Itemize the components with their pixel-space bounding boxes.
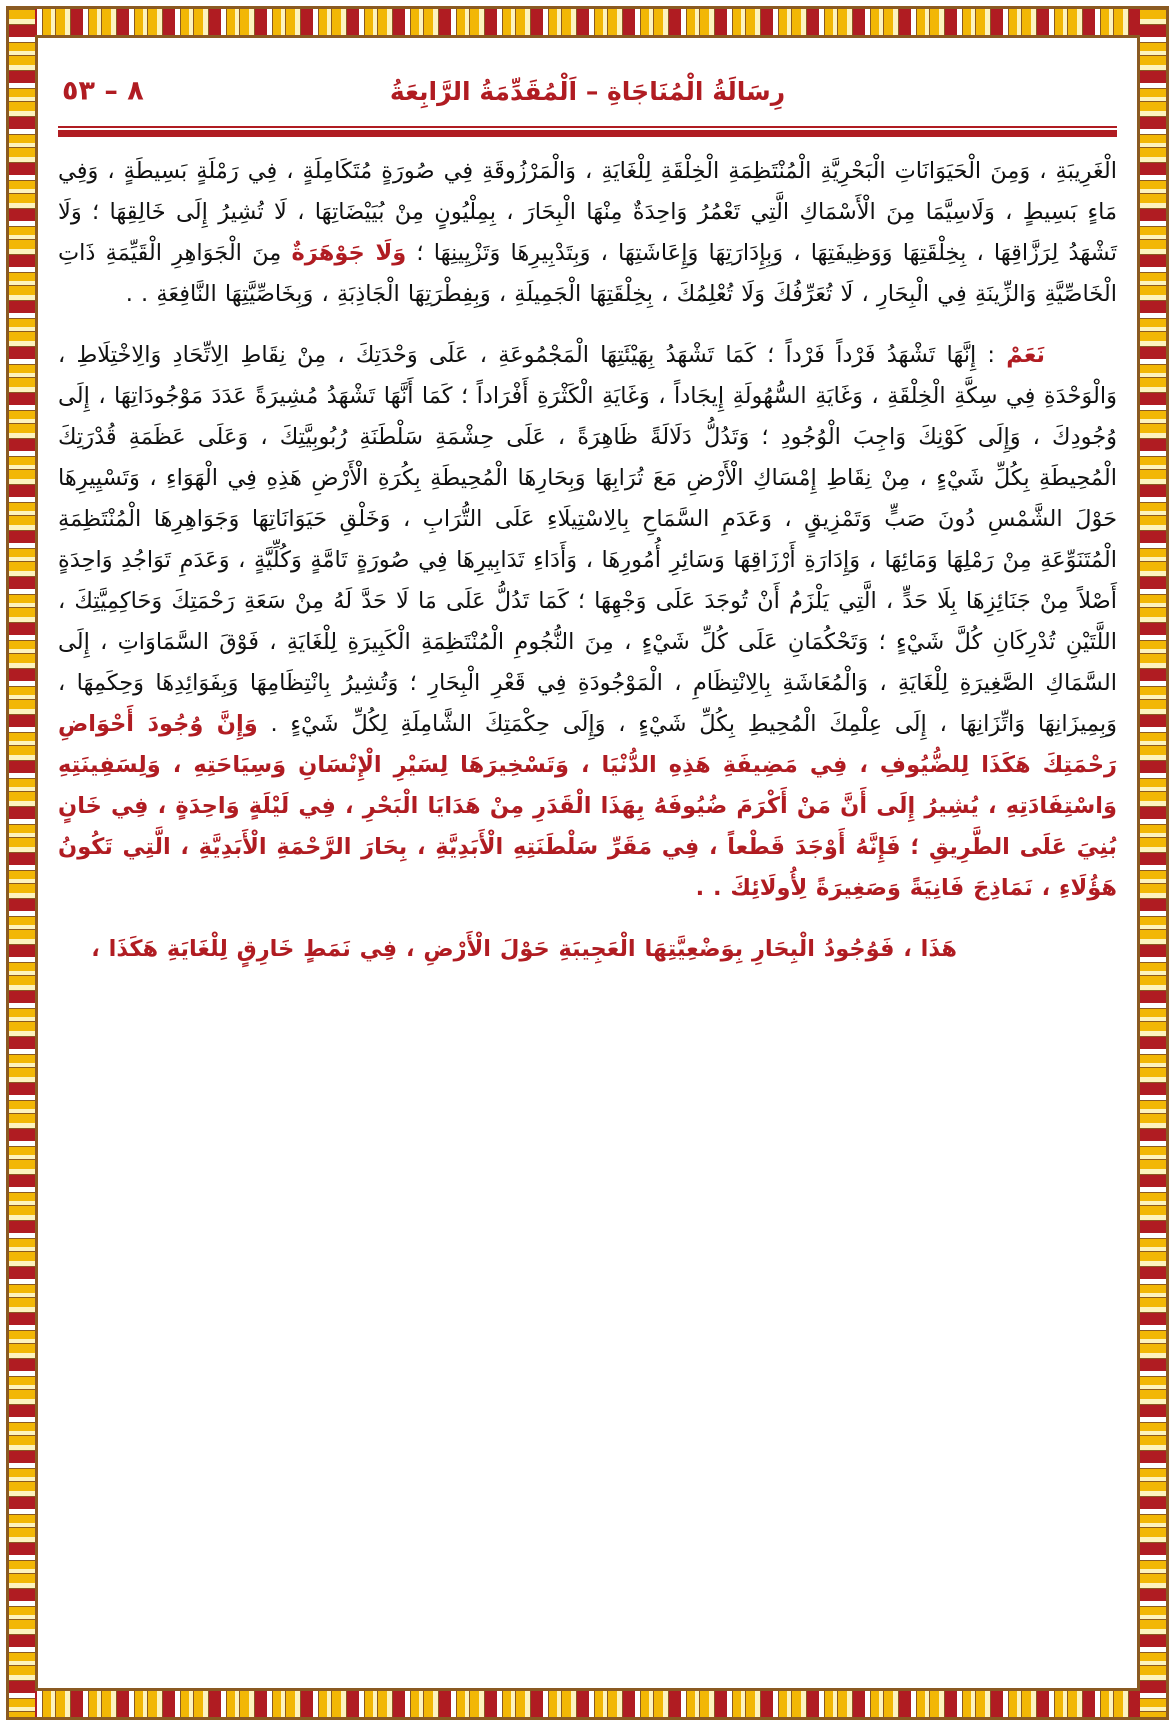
body-text [58,151,1117,970]
text-run: نَعَمْ [1006,342,1045,368]
border-ornament-top [9,9,1166,35]
header-divider [58,126,1117,137]
page-content [58,60,1117,1668]
paragraph-3 [58,929,1117,970]
text-run: الْغَرِيبَةِ ، وَمِنَ الْحَيَوَانَاتِ الْبَحْرِيَّةِ الْمُنْتَظِمَةِ الْخِلْقَةِ لِلْغَايَةِ ، وَالْمَرْزُوقَةِ فِي صُورَةٍ مُتَكَامِلَةٍ ، فِي رَمْلَةٍ بَسِيطَةٍ ، وَفِي مَاءٍ بَسِيطٍ ، وَلَاسِيَّمَا مِنَ الْأَسْمَاكِ الَّتِي تَعْمُرُ وَاحِدَةٌ مِنْهَا الْبِحَارَ ، بِمِلْيُونٍ مِنْ بُيَيْضَاتِهَا ، لَا تُشِيرُ إِلَى خَالِقِهَا ؛ وَلَا تَشْهَدُ لِرَزَّاقِهَا ، بِخِلْقَتِهَا وَوَظِيفَتِهَا ، وَبِإِدَارَتِهَا وَإِعَاشَتِهَا ، وَبِتَدْبِيرِهَا وَتَزْيِينِهَا ؛ [58,158,1117,266]
paragraph-2 [58,335,1117,909]
text-run: وَإِنَّ وُجُودَ أَحْوَاضِ رَحْمَتِكَ هَكَذَا لِلضُّيُوفِ ، فِي مَضِيفَةِ هَذِهِ الدُّنْيَا ، وَتَسْخِيرَهَا لِسَيْرِ الْإِنْسَانِ وَسِيَاحَتِهِ ، وَلِسَفِينَتِهِ وَاسْتِفَادَتِهِ ، يُشِيرُ إِلَى أَنَّ مَنْ أَكْرَمَ ضُيُوفَهُ بِهَذَا الْقَدَرِ مِنْ هَدَايَا الْبَحْرِ ، فِي لَيْلَةٍ وَاحِدَةٍ ، فِي خَانٍ بُنِيَ عَلَى الطَّرِيقِ ؛ فَإِنَّهُ أَوْجَدَ قَطْعاً ، فِي مَقَرِّ سَلْطَنَتِهِ الْأَبَدِيَّةِ ، بِحَارَ الرَّحْمَةِ الْأَبَدِيَّةِ ، الَّتِي تَكُونُ هَؤُلَاءِ ، نَمَاذِجَ فَانِيَةً وَصَغِيرَةً لِأُولَائِكَ . . [58,711,1117,901]
paragraph-1 [58,151,1117,315]
border-ornament-bottom [9,1691,1166,1717]
page-header [58,60,1117,122]
page-number: ٨ – ٥٣ [62,75,144,107]
page-title: رِسَالَةُ الْمُنَاجَاةِ – اَلْمُقَدِّمَةُ الرَّابِعَةُ [389,76,786,106]
divider-thin-line [58,126,1117,128]
border-ornament-left [9,9,35,1717]
text-run: هَذَا ، فَوُجُودُ الْبِحَارِ بِوَضْعِيَّتِهَا الْعَجِيبَةِ حَوْلَ الْأَرْضِ ، فِي نَمَطٍ خَارِقٍ لِلْغَايَةِ هَكَذَا ، [91,936,957,962]
text-run: : إِنَّهَا تَشْهَدُ فَرْداً فَرْداً ؛ كَمَا تَشْهَدُ بِهَيْئَتِهَا الْمَجْمُوعَةِ ، عَلَى وَحْدَتِكَ ، مِنْ نِقَاطِ الِاتِّحَادِ وَالِاخْتِلَاطِ ، وَالْوَحْدَةِ فِي سِكَّةِ الْخِلْقَةِ ، وَغَايَةِ السُّهُولَةِ إِيجَاداً ، وَغَايَةِ الْكَثْرَةِ أَفْرَاداً ؛ كَمَا أَنَّهَا تَشْهَدُ مُشِيرَةً عَدَدَ مَوْجُودَاتِهَا ، إِلَى وُجُودِكَ ، وَإِلَى كَوْنِكَ وَاجِبَ الْوُجُودِ ؛ وَتَدُلُّ دَلَالَةً ظَاهِرَةً ، عَلَى حِشْمَةِ سَلْطَنَةِ رُبُوبِيَّتِكَ ، وَعَلَى عَظَمَةِ قُدْرَتِكَ الْمُحِيطَةِ بِكُلِّ شَيْءٍ ، مِنْ نِقَاطِ إِمْسَاكِ الْأَرْضِ مَعَ تُرَابِهَا وَبِحَارِهَا الْمُحِيطَةِ بِكُرَةِ الْأَرْضِ هَذِهِ فِي الْهَوَاءِ ، وَتَسْيِيرِهَا حَوْلَ الشَّمْسِ دُونَ صَبٍّ وَتَمْزِيقٍ ، وَعَدَمِ السَّمَاحِ بِالِاسْتِيلَاءِ عَلَى التُّرَابِ ، وَخَلْقِ حَيَوَانَاتِهَا وَجَوَاهِرِهَا الْمُنْتَظِمَةِ الْمُتَنَوِّعَةِ مِنْ رَمْلِهَا وَمَائِهَا ، وَإِدَارَةِ أَرْزَاقِهَا وَسَائِرِ أُمُورِهَا ، وَأَدَاءِ تَدَابِيرِهَا فِي صُورَةٍ تَامَّةٍ وَكُلِّيَّةٍ ، وَعَدَمِ تَوَاجُدِ وَاحِدَةٍ أَصْلاً مِنْ جَنَائِزِهَا بِلَا حَدٍّ ، الَّتِي يَلْزَمُ أَنْ تُوجَدَ عَلَى وَجْهِهَا ؛ كَمَا تَدُلُّ عَلَى مَا لَا حَدَّ لَهُ مِنْ سَعَةِ رَحْمَتِكَ وَحَاكِمِيَّتِكَ ، اللَّتَيْنِ تُدْرِكَانِ كُلَّ شَيْءٍ ؛ وَتَحْكُمَانِ عَلَى كُلِّ شَيْءٍ ، مِنَ النُّجُومِ الْمُنْتَظِمَةِ الْكَبِيرَةِ لِلْغَايَةِ ، فَوْقَ السَّمَاوَاتِ ، إِلَى السَّمَاكِ الصَّغِيرَةِ لِلْغَايَةِ ، وَالْمُعَاشَةِ بِالِانْتِظَامِ ، الْمَوْجُودَةِ فِي قَعْرِ الْبِحَارِ ؛ وَتُشِيرُ بِانْتِظَامِهَا وَبِفَوَائِدِهَا وَحِكَمِهَا ، وَبِمِيزَانِهَا وَاتِّزَانِهَا ، إِلَى عِلْمِكَ الْمُحِيطِ بِكُلِّ شَيْءٍ ، وَإِلَى حِكْمَتِكَ الشَّامِلَةِ لِكُلِّ شَيْءٍ . [58,342,1118,737]
text-run: وَلَا جَوْهَرَةٌ [291,240,407,266]
text-run: مِنَ الْجَوَاهِرِ الْقَيِّمَةِ ذَاتِ الْخَاصِّيَّةِ وَالزِّينَةِ فِي الْبِحَارِ ، لَا تُعَرِّفُكَ وَلَا تُعْلِمُكَ ، بِخِلْقَتِهَا الْجَمِيلَةِ ، وَبِفِطْرَتِهَا الْجَاذِبَةِ ، وَبِخَاصِّيَّتِهَا النَّافِعَةِ . . [58,240,1117,307]
divider-thick-line [58,130,1117,137]
border-ornament-right [1140,9,1166,1717]
